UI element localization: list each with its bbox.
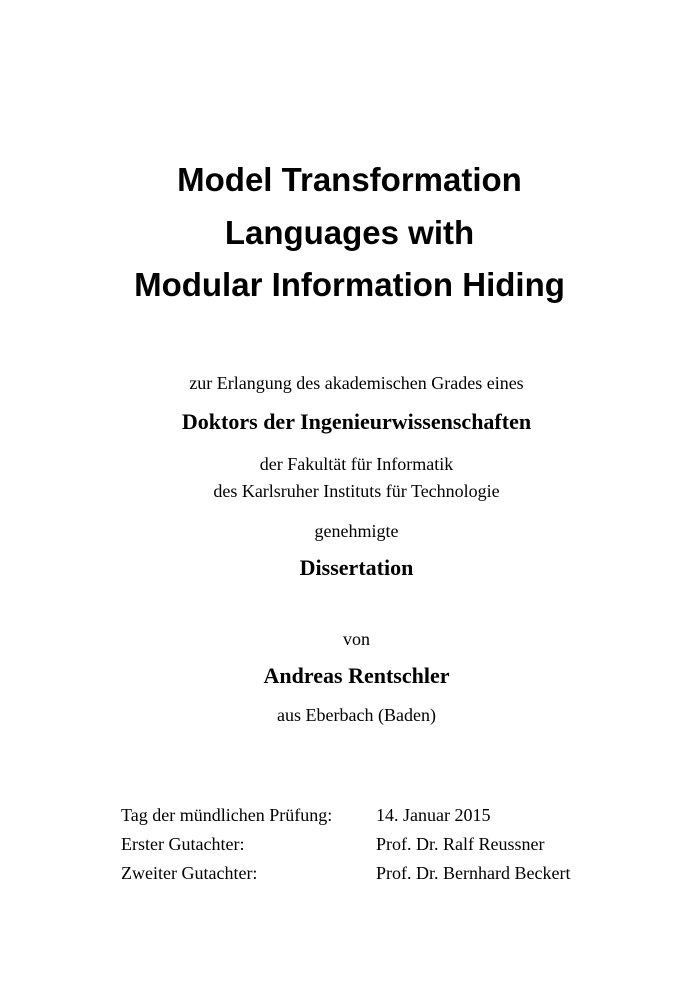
origin-line: aus Eberbach (Baden) [277,705,436,725]
approved-line: genehmigte [314,521,399,541]
second-reviewer-label: Zweiter Gutachter: [121,863,258,883]
degree-title: Doktors der Ingenieurwissenschaften [181,409,532,434]
exam-date-label: Tag der mündlichen Prüfung: [121,805,333,825]
purpose-line: zur Erlangung des akademischen Grades eines [189,373,524,393]
exam-date-value: 14. Januar 2015 [376,805,491,825]
first-reviewer-value: Prof. Dr. Ralf Reussner [376,834,545,854]
document-type: Dissertation [299,555,414,580]
first-reviewer-row [121,830,570,859]
author-name: Andreas Rentschler [263,663,450,688]
second-reviewer-value: Prof. Dr. Bernhard Beckert [376,863,571,883]
title-line-2: Languages with [224,214,475,251]
second-reviewer-row [121,859,570,888]
exam-date-row [121,801,570,830]
by-line: von [343,629,370,649]
faculty-line: der Fakultät für Informatik [259,454,454,474]
title-line-1: Model Transformation [177,161,522,198]
institution-line: des Karlsruher Instituts für Technologie [213,481,500,501]
title-line-3: Modular Information Hiding [134,266,565,303]
exam-details [121,801,570,888]
first-reviewer-label: Erster Gutachter: [121,834,245,854]
